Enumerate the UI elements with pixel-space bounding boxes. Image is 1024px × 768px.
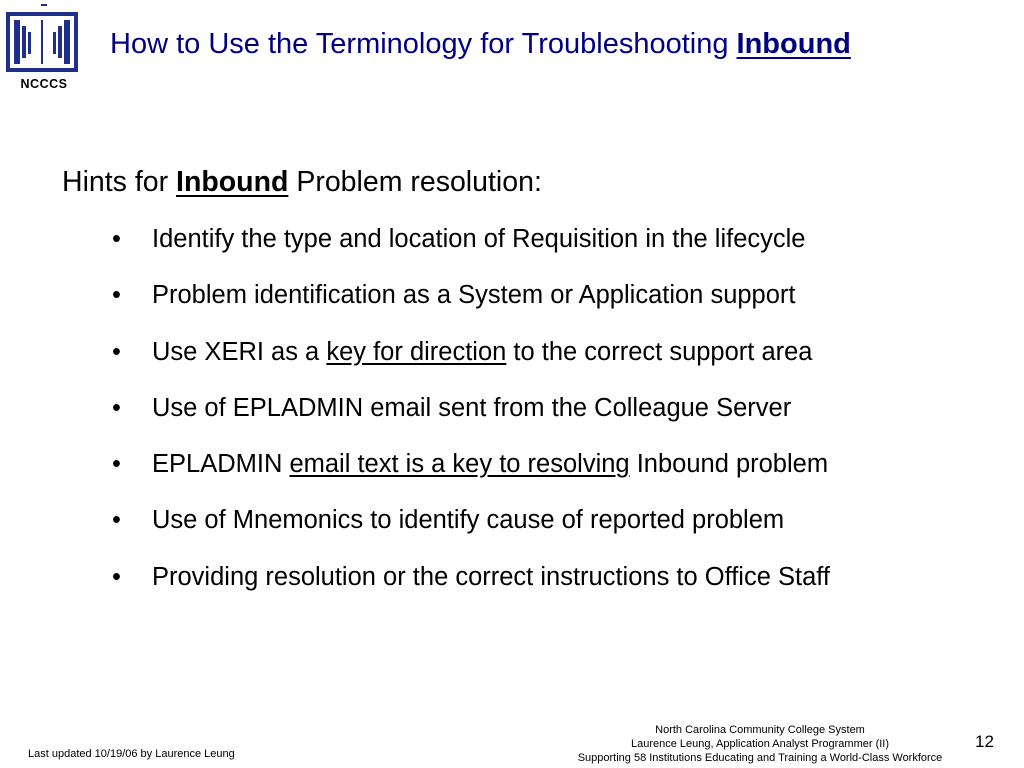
- bullet-marker: •: [112, 450, 121, 479]
- hints-heading-emphasis: Inbound: [176, 166, 289, 198]
- bullet-marker: •: [112, 562, 121, 591]
- bullet-underlined-phrase: email text is a key to resolving: [289, 450, 630, 479]
- footer-org-name: North Carolina Community College System: [655, 724, 865, 736]
- footer-author: Laurence Leung, Application Analyst Programmer (II): [630, 738, 890, 750]
- footer-organization-info: [560, 723, 960, 765]
- slide-title: [110, 26, 851, 62]
- slide-title-prefix: How to Use the Terminology for Troubleshooting: [110, 28, 737, 60]
- bullet-marker: •: [112, 225, 121, 253]
- bullet-marker: •: [112, 337, 121, 366]
- bullet-text: [152, 391, 791, 425]
- bullet-text: [152, 278, 796, 312]
- bullet-text-part: Providing resolution or the correct instructions to Office Staff: [152, 562, 830, 591]
- hints-heading-prefix: Hints for: [62, 166, 177, 198]
- bullet-text: [152, 560, 830, 594]
- hints-heading: [62, 164, 542, 200]
- bullet-text: [152, 335, 813, 369]
- bullet-text: [152, 503, 784, 537]
- bullet-text: [152, 222, 805, 256]
- bullet-text: [152, 447, 828, 481]
- page-number: 12: [975, 732, 994, 751]
- bullet-text-part: Use XERI as a: [152, 337, 327, 366]
- bullet-text-part: Identify the type and location of Requisition in the lifecycle: [152, 225, 806, 253]
- hints-heading-suffix: Problem resolution:: [288, 166, 542, 198]
- ncccs-building-logo-icon: [2, 4, 84, 76]
- logo-text: NCCCS: [20, 77, 68, 91]
- bullet-marker: •: [112, 506, 121, 535]
- footer-tagline: Supporting 58 Institutions Educating and Training a World-Class Workforce: [577, 752, 943, 764]
- bullet-underlined-phrase: key for direction: [326, 337, 507, 366]
- bullet-marker: •: [112, 281, 121, 310]
- bullet-text-part: to the correct support area: [506, 337, 813, 366]
- bullet-text-part: Inbound problem: [629, 450, 829, 479]
- slide-title-emphasis: Inbound: [736, 28, 851, 60]
- ncccs-logo: [2, 4, 84, 92]
- bullet-text-part: Use of EPLADMIN email sent from the Colleague Server: [152, 393, 792, 422]
- bullet-marker: •: [112, 393, 121, 422]
- bullet-text-part: Use of Mnemonics to identify cause of reported problem: [152, 506, 785, 535]
- bullet-text-part: EPLADMIN: [152, 450, 290, 479]
- bullet-text-part: Problem identification as a System or Application support: [152, 281, 796, 310]
- footer-last-updated: Last updated 10/19/06 by Laurence Leung: [28, 748, 235, 760]
